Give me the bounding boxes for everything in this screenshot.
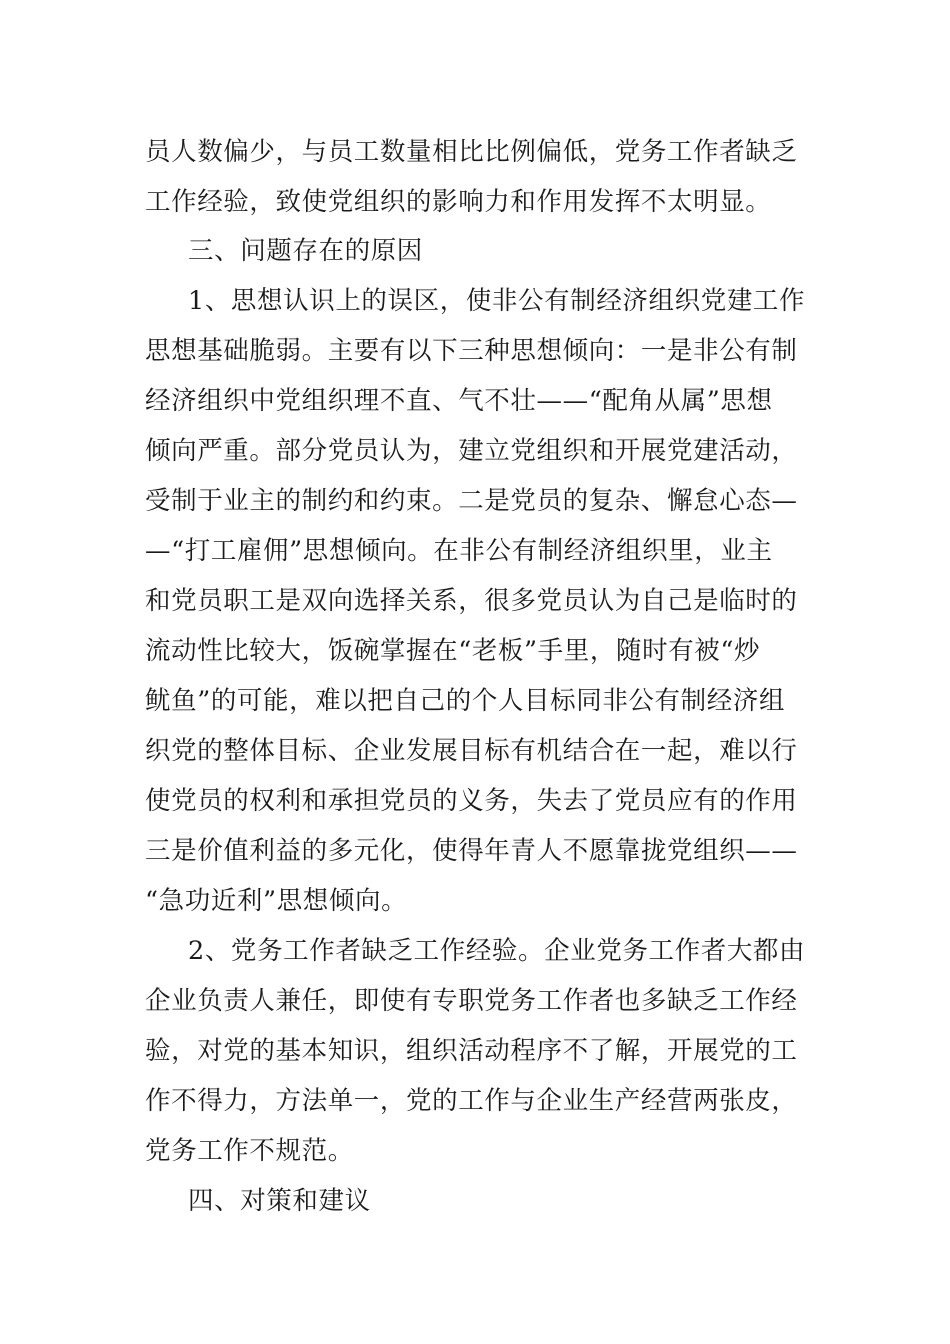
body-line-2: 工作经验，致使党组织的影响力和作用发挥不太明显。 [145, 187, 772, 217]
body-line-5: 思想基础脆弱。主要有以下三种思想倾向：一是非公有制 [145, 336, 798, 366]
body-line-16: “急功近利”思想倾向。 [145, 886, 408, 916]
section-heading-3: 三、问题存在的原因 [188, 236, 423, 266]
body-line-21: 党务工作不规范。 [145, 1136, 354, 1166]
body-line-11: 流动性比较大，饭碗掌握在“老板”手里，随时有被“炒 [145, 636, 761, 666]
body-line-10: 和党员职工是双向选择关系，很多党员认为自己是临时的 [145, 586, 798, 616]
body-line-17: 2、党务工作者缺乏工作经验。企业党务工作者大都由 [188, 936, 806, 966]
body-line-8: 受制于业主的制约和约束。二是党员的复杂、懈怠心态— [145, 486, 798, 516]
body-line-9: —“打工雇佣”思想倾向。在非公有制经济组织里，业主 [145, 536, 773, 566]
body-line-7: 倾向严重。部分党员认为，建立党组织和开展党建活动， [145, 436, 798, 466]
body-line-4: 1、思想认识上的误区，使非公有制经济组织党建工作 [188, 286, 806, 316]
body-line-13: 织党的整体目标、企业发展目标有机结合在一起，难以行 [145, 736, 798, 766]
body-line-1: 员人数偏少，与员工数量相比比例偏低，党务工作者缺乏 [145, 137, 798, 167]
body-line-18: 企业负责人兼任，即使有专职党务工作者也多缺乏工作经 [145, 986, 798, 1016]
body-line-19: 验，对党的基本知识，组织活动程序不了解，开展党的工 [145, 1036, 798, 1066]
body-line-20: 作不得力，方法单一，党的工作与企业生产经营两张皮， [145, 1086, 798, 1116]
body-line-15: 三是价值利益的多元化，使得年青人不愿靠拢党组织—— [145, 836, 798, 866]
section-heading-22: 四、对策和建议 [188, 1186, 371, 1216]
body-line-14: 使党员的权利和承担党员的义务，失去了党员应有的作用 [145, 786, 798, 816]
body-line-6: 经济组织中党组织理不直、气不壮——“配角从属”思想 [145, 386, 773, 416]
body-line-12: 鱿鱼”的可能，难以把自己的个人目标同非公有制经济组 [145, 686, 786, 716]
